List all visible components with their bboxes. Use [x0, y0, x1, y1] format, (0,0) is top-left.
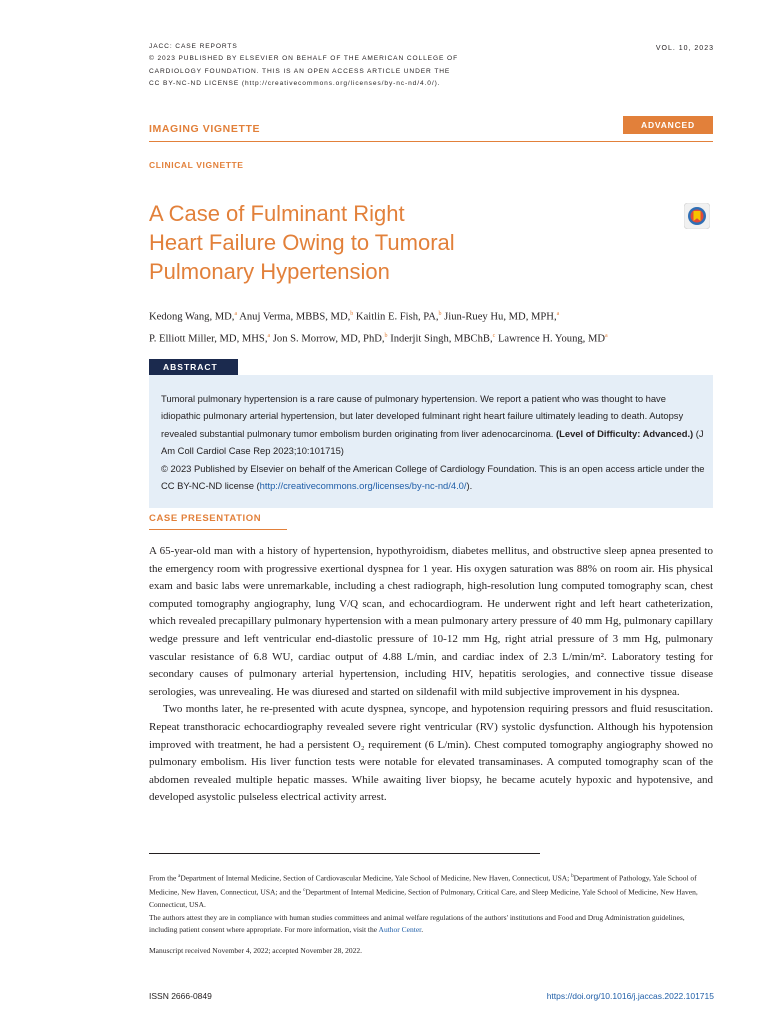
- article-title: [149, 199, 619, 286]
- doi-link-wrapper: [547, 991, 714, 1001]
- footnote-rule: [149, 853, 540, 854]
- section-rule: [149, 141, 713, 142]
- copyright-line-3: CC BY-NC-ND LICENSE (http://creativecommons.org/licenses/by-nc-nd/4.0/).: [149, 80, 441, 88]
- author-list: [149, 305, 713, 348]
- title-line-1: A Case of Fulminant Right: [149, 201, 405, 226]
- section-label: IMAGING VIGNETTE: [149, 123, 261, 135]
- abstract-heading: ABSTRACT: [149, 359, 238, 375]
- case-heading: CASE PRESENTATION: [149, 513, 262, 524]
- title-line-2: Heart Failure Owing to Tumoral: [149, 230, 455, 255]
- case-paragraph-2: Two months later, he re-presented with acute dyspnea, syncope, and hypotension requiring pressors and fluid resuscitation. Repeat transthoracic echocardiography revealed severe right ventricular (RV) systolic dysfunction. Although his hypotension improved with treatment, he had a persistent O₂ requirement (6 L/min). Chest computed tomography angiography showed no pulmonary embolism. His liver function tests were notable for elevated transaminases. A computed tomography scan of the abdomen revealed multiple hepatic masses. While awaiting liver biopsy, he became acutely hypoxic and hypotensive, and developed asystolic pulseless electrical activity arrest.: [149, 703, 713, 804]
- abstract-license-link[interactable]: http://creativecommons.org/licenses/by-nc-nd/4.0/: [259, 480, 467, 492]
- footnotes: [149, 871, 713, 958]
- abstract-text: Tumoral pulmonary hypertension is a rare cause of pulmonary hypertension. We report a patient who was thought to have idiopathic pulmonary arterial hypertension, but later developed fulminant right heart failure ultimately leading to death. Autopsy revealed substantial pulmonary tumor embolism burden originating from liver adenocarcinoma. (Level of Difficulty: Advanced.) (J Am Coll Cardiol Case Rep 2023;10:101715) © 2023 Published by Elsevier on behalf of the American College of Cardiology Foundation. This is an open access article under the CC BY-NC-ND license (http://creativecommons.org/licenses/by-nc-nd/4.0/).: [161, 393, 705, 492]
- subsection-label: CLINICAL VIGNETTE: [149, 160, 244, 170]
- journal-header: [149, 41, 529, 91]
- crossmark-icon[interactable]: [684, 203, 710, 229]
- case-paragraph-1: A 65-year-old man with a history of hypertension, hypothyroidism, diabetes mellitus, and obstructive sleep apnea presented to the emergency room with progressive exertional dyspnea for 1 year. His oxygen saturation was 88% on room air. His physical exam and basic labs were unremarkable, including a chest radiograph, high-resolution lung computed tomography scan, chest computed tomography angiography, lung V/Q scan, and echocardiogram. He underwent right and left heart catheterization, which revealed precapillary pulmonary hypertension with a mean pulmonary artery pressure of 40 mm Hg, pulmonary capillary wedge pressure and left ventricular end-diastolic pressure of 10-12 mm Hg, right atrial pressure of 3 mm Hg, pulmonary vascular resistance of 6.8 WU, cardiac output of 4.88 L/min, and cardiac index of 2.3 L/min/m². Laboratory testing for secondary causes of pulmonary arterial hypertension, including HIV, hepatitis serologies, and connective tissue disease serologies, was unrevealing. He was diuresed and started on sildenafil with mild subjective improvement in his dyspnea.: [149, 545, 713, 698]
- volume-label: VOL. 10, 2023: [655, 45, 714, 52]
- case-heading-rule: [149, 529, 287, 530]
- attestation: The authors attest they are in compliance with human studies committees and animal welfare regulations of the authors' institutions and Food and Drug Administration guidelines, including patient consent where appropriate. For more information, visit the Author Center.: [149, 912, 685, 935]
- affiliations: From the $^a$Department of Internal Medicine, Section of Cardiovascular Medicine, Yale School of Medicine, New Haven, Connecticut, USA; $^b$Department of Pathology, Yale School of Medicine, New Haven, Connecticut, USA; and the $^c$Department of Internal Medicine, Section of Pulmonary, Critical Care, and Sleep Medicine, Yale School of Medicine, New Haven, Connecticut, USA.: [149, 873, 698, 910]
- abstract-box: [149, 375, 713, 508]
- license-link[interactable]: http://creativecommons.org/licenses/by-nc-nd/4.0/: [244, 80, 435, 88]
- issn: ISSN 2666-0849: [149, 991, 212, 1001]
- author-center-link[interactable]: Author Center: [378, 925, 422, 935]
- difficulty-level: (Level of Difficulty: Advanced.): [556, 427, 694, 439]
- author-line-2: P. Elliott Miller, MD, MHS,$^a$ Jon S. Morrow, MD, PhD,$^b$ Inderjit Singh, MBChB,$^c$ Lawrence H. Young, $MD^a$: [149, 332, 608, 345]
- doi-link[interactable]: https://doi.org/10.1016/j.jaccas.2022.101715: [546, 991, 714, 1001]
- journal-name: JACC: CASE REPORTS: [149, 43, 238, 50]
- case-body: [149, 543, 713, 807]
- copyright-line-2: CARDIOLOGY FOUNDATION. THIS IS AN OPEN ACCESS ARTICLE UNDER THE: [149, 67, 451, 75]
- copyright-line-1: © 2023 PUBLISHED BY ELSEVIER ON BEHALF OF THE AMERICAN COLLEGE OF: [149, 55, 458, 63]
- difficulty-badge: ADVANCED: [623, 116, 713, 134]
- author-line-1: Kedong Wang, MD,$^a$ Anuj Verma, MBBS, MD,$^b$ Kaitlin E. Fish, PA,$^b$ Jiun-Ruey Hu, MD, MPH,$^a$: [149, 311, 560, 323]
- manuscript-dates: Manuscript received November 4, 2022; accepted November 28, 2022.: [149, 945, 363, 955]
- title-line-3: Pulmonary Hypertension: [149, 259, 390, 284]
